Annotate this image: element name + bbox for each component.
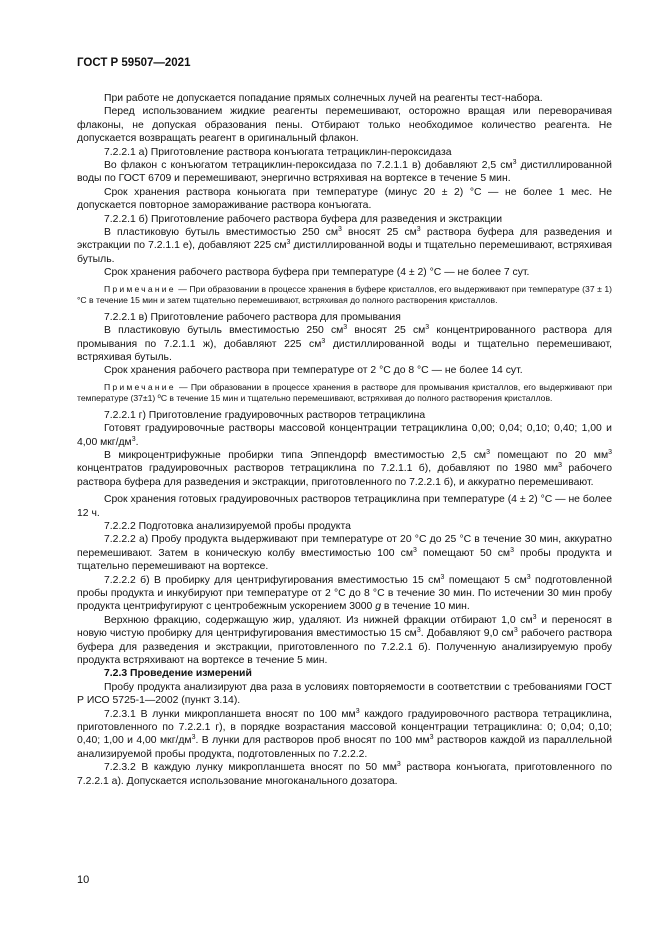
paragraph: Пробу продукта анализируют два раза в условиях повторяемости в соответствии с требованиями ГОСТ Р ИСО 5725-1—2002 (пункт 3.14).	[77, 681, 612, 707]
paragraph: Срок хранения готовых градуировочных растворов тетрациклина при температуре (4 ± 2) °С — не более 12 ч.	[77, 494, 612, 519]
paragraph: В пластиковую бутыль вместимостью 250 $см^3$ вносят 25 $см^3$ концентрированного раствора для промывания по 7.2.1.1 ж), добавляют 225 $см^3$ дистиллированной воды и тщательно перемешивают, встряхивая бутыль.	[77, 324, 612, 363]
paragraph: В микроцентрифужные пробирки типа Эппендорф вместимостью 2,5 $см^3$ помещают по 20 $мм^3$ концентратов градуировочных растворов тетрациклина по 7.2.1.1 б), добавляют по 1980 $мм^3$ рабочего раствора буфера для разведения и экстракции, приготовленного по 7.2.2.1 б), и аккуратно перемешивают.	[77, 448, 612, 488]
section-heading: 7.2.3 Проведение измерений	[104, 668, 252, 680]
paragraph: При работе не допускается попадание прямых солнечных лучей на реагенты тест-набора.	[104, 93, 543, 104]
paragraph: 7.2.3.2 В каждую лунку микропланшета вносят по 50 $мм^3$ раствора конъюгата, приготовленного по 7.2.2.1 а). Допускается использование многоканального дозатора.	[77, 761, 612, 787]
paragraph: Во флакон с конъюгатом тетрациклин-пероксидаза по 7.2.1.1 в) добавляют 2,5 $см^3$ дистиллированной воды по ГОСТ 6709 и перемешивают, энергично встряхивая на вортексе в течение 5 мин.	[77, 159, 612, 185]
page-number: 10	[77, 874, 90, 886]
section-heading: 7.2.2.2 Подготовка анализируемой пробы продукта	[104, 520, 351, 532]
paragraph: В пластиковую бутыль вместимостью 250 $см^3$ вносят 25 $см^3$ раствора буфера для разведения и экстракции по 7.2.1.1 е), добавляют 225 $см^3$ дистиллированной воды и тщательно перемешивают, встряхивая бутыль.	[77, 226, 612, 265]
paragraph: Срок хранения раствора коньюгата при температуре (минус 20 ± 2) °С — не более 1 мес. Не допускается повторное замораживание раствора конъюгата.	[77, 186, 612, 212]
section-heading: 7.2.2.1 б) Приготовление рабочего раствора буфера для разведения и экстракции	[104, 213, 503, 225]
section-heading: 7.2.2.1 а) Приготовление раствора конъюгата тетрациклин-пероксидаза	[104, 146, 452, 158]
paragraph: Срок хранения рабочего раствора буфера при температуре (4 ± 2) °С — не более 7 сут.	[104, 267, 530, 279]
note: Примечание — При образовании в процессе хранения в растворе для промывания кристаллов, его выдерживают при температуре (37±1) ºС в течение 15 мин и тщательно перемешивают, встряхивая до полного растворения кристаллов.	[77, 381, 612, 403]
paragraph: 7.2.3.1 В лунки микропланшета вносят по 100 $мм^3$ каждого градуировочного раствора тетрациклина, приготовленного по 7.2.2.1 г), в порядке возрастания массовой концентрации тетрациклина: 0; 0,04; 0,10; 0,40; 1,00 и 4,00 мкг/$дм^3$. В лунки для растворов проб вносят по 100 $мм^3$ растворов каждой из параллельной анализируемой пробы продукта, подготовленных по 7.2.2.2.	[77, 707, 613, 760]
paragraph: 7.2.2.2 а) Пробу продукта выдерживают при температуре от 20 °С до 25 °С в течение 30 мин, аккуратно перемешивают. Затем в коническую колбу вместимостью 100 $см^3$ помещают 50 $см^3$ пробы продукта и тщательно перемешивают на вортексе.	[77, 534, 612, 573]
document-header: ГОСТ Р 59507—2021	[77, 57, 191, 69]
paragraph: Готовят градуировочные растворы массовой концентрации тетрациклина 0,00; 0,04; 0,10; 0,40; 1,00 и 4,00 мкг/$дм^3$.	[77, 423, 612, 448]
paragraph: 7.2.2.2 б) В пробирку для центрифугирования вместимостью 15 $см^3$ помещают 5 $см^3$ подготовленной пробы продукта и инкубируют при температуре от 2 °С до 8 °С в течение 30 мин. По истечении 30 мин пробу продукта центрифугируют с центробежным ускорением 3000 g в течение 10 мин.	[77, 573, 612, 613]
paragraph: Перед использованием жидкие реагенты перемешивают, осторожно вращая или переворачивая флаконы, не допуская образования пены. Отбирают только необходимое количество реагента. Не допускается возвращать реагент в оригинальный флакон.	[77, 106, 612, 145]
note: Примечание — При образовании в процессе хранения в буфере кристаллов, его выдерживают при температуре (37 ± 1) °С в течение 15 мин и затем тщательно перемешивают, встряхивая до полного растворения кристаллов.	[77, 283, 612, 305]
paragraph: Срок хранения рабочего раствора при температуре от 2 °С до 8 °С — не более 14 сут.	[104, 365, 523, 377]
document-body	[77, 92, 612, 788]
section-heading: 7.2.2.1 г) Приготовление градуировочных растворов тетрациклина	[104, 409, 426, 421]
section-heading: 7.2.2.1 в) Приготовление рабочего раствора для промывания	[104, 311, 401, 323]
paragraph: Верхнюю фракцию, содержащую жир, удаляют. Из нижней фракции отбирают 1,0 $см^3$ и переносят в новую чистую пробирку для центрифугирования вместимостью 15 $см^3$. Добавляют 9,0 $см^3$ рабочего раствора буфера для разведения и экстракции, приготовленного по 7.2.2.1 б). Полученную анализируемую пробу продукта встряхивают на вортексе в течение 5 мин.	[77, 613, 613, 667]
